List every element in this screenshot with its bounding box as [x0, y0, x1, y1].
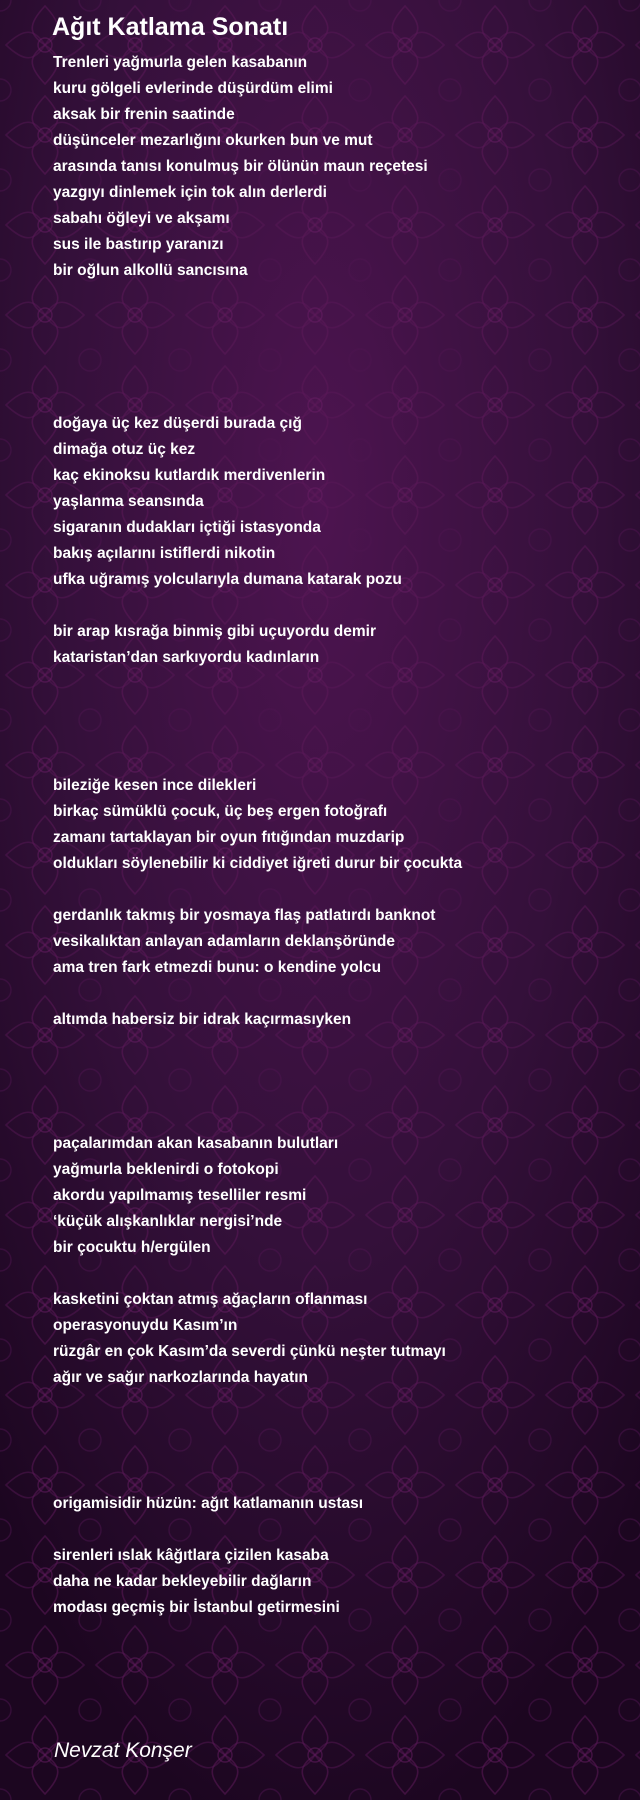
poem-line: oldukları söylenebilir ki ciddiyet iğreti durur bir çocukta	[53, 855, 463, 872]
poem-line: ‘küçük alışkanlıklar nergisi’nde	[53, 1213, 283, 1230]
poem-line: Trenleri yağmurla gelen kasabanın	[53, 54, 308, 71]
poem-stanza	[53, 50, 613, 284]
poem-line: ufka uğramış yolcularıyla dumana katarak pozu	[53, 571, 402, 588]
poem-line: bileziğe kesen ince dilekleri	[53, 777, 257, 794]
poem-stanza	[53, 903, 613, 981]
poem-line: zamanı tartaklayan bir oyun fıtığından muzdarip	[53, 829, 405, 846]
poem-line: vesikalıktan anlayan adamların deklanşöründe	[53, 933, 396, 950]
poem-line: aksak bir frenin saatinde	[53, 106, 235, 123]
poem-line: bir arap kısrağa binmiş gibi uçuyordu demir	[53, 623, 376, 640]
poem-line: modası geçmiş bir İstanbul getirmesini	[53, 1599, 340, 1616]
poem-line: yağmurla beklenirdi o fotokopi	[53, 1161, 279, 1178]
poem-line: bir oğlun alkollü sancısına	[53, 262, 248, 279]
poem-stanza	[53, 773, 613, 877]
poem-line: kataristan’dan sarkıyordu kadınların	[53, 649, 320, 666]
poem-stanza	[53, 1543, 613, 1621]
poem-line: kuru gölgeli evlerinde düşürdüm elimi	[53, 80, 333, 97]
poem-author: Nevzat Konşer	[54, 1739, 192, 1762]
poem-line: bakış açılarını istiflerdi nikotin	[53, 545, 276, 562]
poem-line: dimağa otuz üç kez	[53, 441, 196, 458]
poem-line: yazgıyı dinlemek için tok alın derlerdi	[53, 184, 327, 201]
poem-line: origamisidir hüzün: ağıt katlamanın ustası	[53, 1495, 364, 1512]
poem-stanza	[53, 1287, 613, 1391]
poem-line: gerdanlık takmış bir yosmaya flaş patlatırdı banknot	[53, 907, 436, 924]
poem-line: kaç ekinoksu kutlardık merdivenlerin	[53, 467, 326, 484]
poem-line: kasketini çoktan atmış ağaçların oflanması	[53, 1291, 368, 1308]
poem-line: düşünceler mezarlığını okurken bun ve mut	[53, 132, 373, 149]
poem-line: sigaranın dudakları içtiği istasyonda	[53, 519, 321, 536]
poem-line: arasında tanısı konulmuş bir ölünün maun reçetesi	[53, 158, 428, 175]
poem-title: Ağıt Katlama Sonatı	[52, 13, 289, 41]
poem-line: doğaya üç kez düşerdi burada çığ	[53, 415, 302, 432]
poem-line: sabahı öğleyi ve akşamı	[53, 210, 230, 227]
poem-line: ağır ve sağır narkozlarında hayatın	[53, 1369, 308, 1386]
poem-line: operasyonuydu Kasım’ın	[53, 1317, 238, 1334]
poem-stanza	[53, 1491, 613, 1517]
poem-line: bir çocuktu h/ergülen	[53, 1239, 211, 1256]
poem-line: ama tren fark etmezdi bunu: o kendine yolcu	[53, 959, 382, 976]
poem-stanza	[53, 1007, 613, 1033]
poem-stanza	[53, 619, 613, 671]
poem-stanza	[53, 411, 613, 593]
poem-line: altımda habersiz bir idrak kaçırmasıyken	[53, 1011, 352, 1028]
poem-line: paçalarımdan akan kasabanın bulutları	[53, 1135, 339, 1152]
poem-line: rüzgâr en çok Kasım’da severdi çünkü neşter tutmayı	[53, 1343, 446, 1360]
poem-stanza	[53, 1131, 613, 1261]
poem-line: akordu yapılmamış teselliler resmi	[53, 1187, 307, 1204]
poem-line: birkaç sümüklü çocuk, üç beş ergen fotoğrafı	[53, 803, 388, 820]
poem-line: daha ne kadar bekleyebilir dağların	[53, 1573, 312, 1590]
poem-line: sirenleri ıslak kâğıtlara çizilen kasaba	[53, 1547, 329, 1564]
poem-line: sus ile bastırıp yaranızı	[53, 236, 224, 253]
poem-line: yaşlanma seansında	[53, 493, 204, 510]
